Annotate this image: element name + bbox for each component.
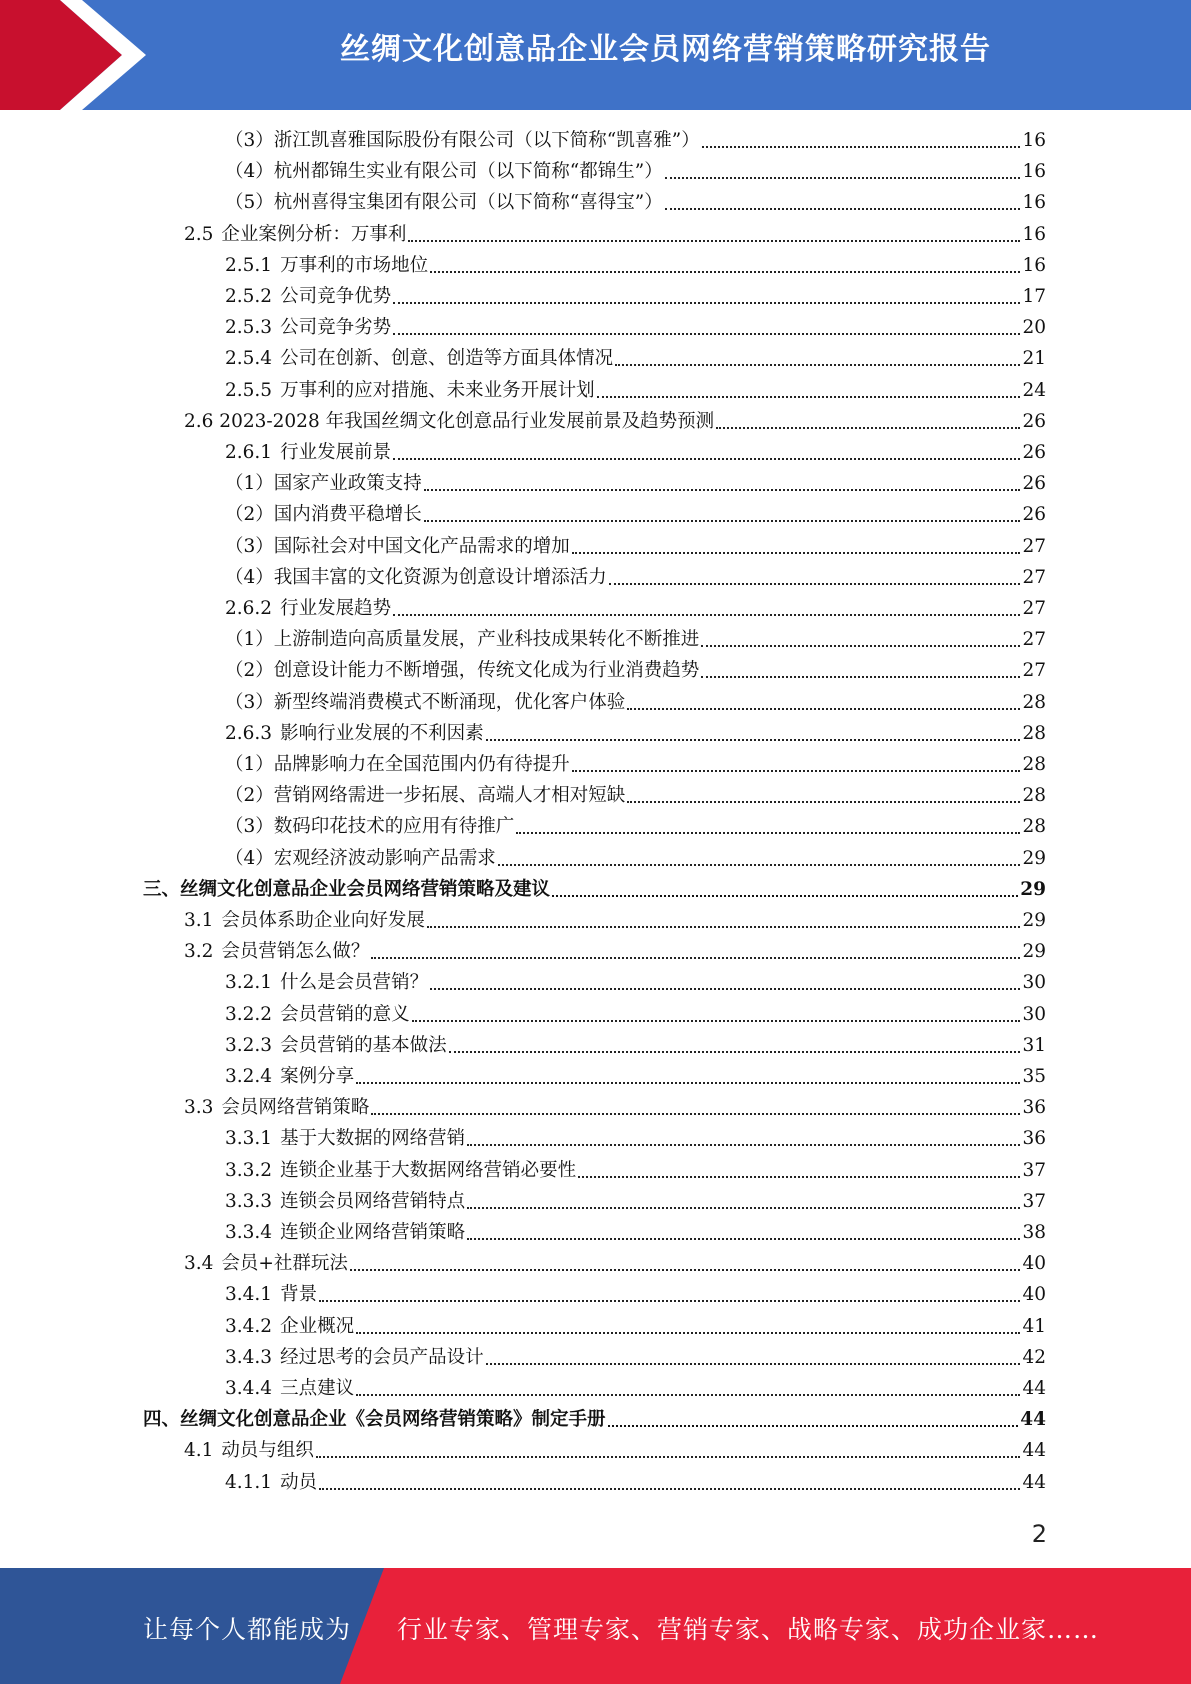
toc-entry-label: 行业发展趋势 xyxy=(280,598,392,619)
toc-entry[interactable] xyxy=(143,1407,1046,1433)
toc-entry-number: 3.3.2 xyxy=(225,1159,273,1181)
toc-dot-leader xyxy=(701,645,1020,647)
toc-entry-title xyxy=(225,846,496,872)
toc-entry-page: 27 xyxy=(1022,598,1046,619)
toc-entry-title xyxy=(225,1002,410,1028)
toc-dot-leader xyxy=(467,1238,1020,1240)
toc-entry[interactable] xyxy=(225,970,1046,996)
toc-entry-title xyxy=(225,1158,576,1184)
toc-dot-leader xyxy=(467,1207,1020,1209)
page-header xyxy=(0,0,1191,110)
toc-dot-leader xyxy=(430,271,1020,273)
toc-entry-title xyxy=(184,908,425,934)
toc-entry-page: 29 xyxy=(1020,878,1046,900)
toc-entry-title xyxy=(225,721,484,747)
toc-dot-leader xyxy=(701,676,1020,678)
toc-entry-title xyxy=(184,1438,314,1464)
toc-entry-title xyxy=(225,1314,354,1340)
toc-dot-leader xyxy=(427,926,1021,928)
toc-entry-label: 三点建议 xyxy=(280,1378,355,1399)
toc-entry-number: 2.5.4 xyxy=(225,348,273,370)
toc-entry-title xyxy=(225,315,391,341)
toc-dot-leader xyxy=(716,427,1020,429)
toc-entry-label: 影响行业发展的不利因素 xyxy=(280,722,484,744)
toc-dot-leader xyxy=(615,364,1020,366)
toc-entry[interactable] xyxy=(184,409,1046,435)
toc-entry-number: 4.1.1 xyxy=(225,1471,273,1493)
toc-entry-label: 会员营销的基本做法 xyxy=(280,1034,447,1056)
toc-dot-leader xyxy=(393,614,1020,616)
toc-entry-title xyxy=(225,1282,317,1308)
toc-entry-number: 4.1 xyxy=(184,1440,214,1462)
toc-entry[interactable] xyxy=(225,1189,1046,1215)
toc-entry[interactable] xyxy=(225,1033,1046,1059)
toc-entry-page: 36 xyxy=(1022,1097,1046,1119)
toc-dot-leader xyxy=(356,1332,1020,1334)
toc-entry-title xyxy=(225,1345,484,1371)
toc-entry-label: 连锁企业基于大数据网络营销必要性 xyxy=(280,1159,577,1181)
toc-entry-page: 28 xyxy=(1022,785,1046,807)
toc-entry-title xyxy=(225,346,613,372)
toc-entry-label: 基于大数据的网络营销 xyxy=(280,1128,466,1150)
toc-dot-leader xyxy=(552,895,1018,897)
toc-entry-page: 21 xyxy=(1022,348,1046,370)
toc-entry-page: 44 xyxy=(1022,1378,1046,1399)
toc-entry[interactable] xyxy=(225,783,1046,809)
toc-dot-leader xyxy=(486,1363,1021,1365)
toc-dot-leader xyxy=(486,739,1021,741)
toc-entry-page: 27 xyxy=(1022,629,1046,651)
footer-slogan-right: 行业专家、管理专家、营销专家、战略专家、成功企业家…… xyxy=(397,1615,1100,1644)
toc-entry-label: （2）创意设计能力不断增强，传统文化成为行业消费趋势 xyxy=(225,660,700,682)
toc-dot-leader xyxy=(350,1269,1021,1271)
toc-entry-page: 16 xyxy=(1022,223,1046,245)
toc-entry-page: 27 xyxy=(1022,535,1046,557)
toc-dot-leader xyxy=(702,146,1021,148)
toc-entry-label: 公司在创新、创意、创造等方面具体情况 xyxy=(280,348,614,370)
toc-entry-title xyxy=(225,502,422,528)
toc-entry-title xyxy=(225,1220,465,1246)
toc-entry-page: 28 xyxy=(1022,722,1046,744)
toc-entry[interactable] xyxy=(225,1470,1046,1496)
toc-dot-leader xyxy=(578,1176,1020,1178)
toc-entry-page: 37 xyxy=(1022,1159,1046,1181)
toc-entry-page: 44 xyxy=(1022,1471,1046,1493)
toc-entry-title xyxy=(225,690,625,716)
toc-entry-title xyxy=(225,565,607,591)
toc-entry-page: 27 xyxy=(1022,566,1046,588)
report-title: 丝绸文化创意品企业会员网络营销策略研究报告 xyxy=(340,32,991,67)
toc-entry-label: （1）上游制造向高质量发展，产业科技成果转化不断推进 xyxy=(225,629,700,651)
toc-entry-number: 3.4.3 xyxy=(225,1346,273,1368)
toc-entry[interactable] xyxy=(225,378,1046,404)
toc-entry[interactable] xyxy=(225,752,1046,778)
toc-dot-leader xyxy=(316,1456,1021,1458)
toc-entry-number: 3.2 xyxy=(184,941,214,963)
toc-entry-title xyxy=(225,1064,354,1090)
toc-entry-title xyxy=(184,222,406,248)
header-arrow-decoration xyxy=(0,0,200,110)
toc-entry[interactable] xyxy=(225,346,1046,372)
toc-entry-title xyxy=(225,783,625,809)
toc-entry-page: 26 xyxy=(1022,442,1046,463)
toc-entry[interactable] xyxy=(225,190,1046,216)
toc-entry-label: 什么是会员营销？ xyxy=(280,972,429,994)
toc-entry[interactable] xyxy=(225,814,1046,840)
toc-entry-number: 3.2.4 xyxy=(225,1066,273,1087)
toc-entry[interactable] xyxy=(225,658,1046,684)
toc-entry-title xyxy=(143,877,550,903)
toc-entry[interactable] xyxy=(225,690,1046,716)
toc-entry-page: 26 xyxy=(1022,473,1046,495)
toc-entry-label: 四、丝绸文化创意品企业《会员网络营销策略》制定手册 xyxy=(143,1409,606,1431)
toc-entry-number: 3.4.1 xyxy=(225,1284,273,1306)
toc-entry-page: 40 xyxy=(1022,1284,1046,1306)
toc-entry[interactable] xyxy=(225,1376,1046,1402)
toc-dot-leader xyxy=(356,1082,1020,1084)
toc-entry-title xyxy=(225,1126,465,1152)
toc-dot-leader xyxy=(393,458,1020,460)
toc-entry[interactable] xyxy=(143,877,1046,903)
toc-dot-leader xyxy=(627,708,1020,710)
toc-entry-page: 16 xyxy=(1022,161,1046,183)
toc-entry-number: 2.5.3 xyxy=(225,317,273,339)
toc-entry-title xyxy=(225,284,391,310)
toc-entry-page: 26 xyxy=(1022,504,1046,526)
toc-dot-leader xyxy=(430,988,1020,990)
toc-entry[interactable] xyxy=(184,1251,1046,1277)
toc-dot-leader xyxy=(412,1020,1021,1022)
toc-entry-label: 会员营销怎么做？ xyxy=(221,941,370,963)
toc-entry-label: 会员体系助企业向好发展 xyxy=(221,910,425,931)
toc-entry-page: 29 xyxy=(1022,941,1046,963)
toc-entry-number: 2.5.5 xyxy=(225,379,273,401)
toc-dot-leader xyxy=(424,520,1021,522)
toc-entry[interactable] xyxy=(225,1345,1046,1371)
toc-entry-title xyxy=(184,1251,348,1277)
toc-entry-label: 会员网络营销策略 xyxy=(221,1097,370,1119)
toc-entry-page: 44 xyxy=(1022,1440,1046,1462)
toc-entry[interactable] xyxy=(225,534,1046,560)
toc-entry-label: （3）新型终端消费模式不断涌现，优化客户体验 xyxy=(225,691,626,713)
toc-entry-number: 3.2.2 xyxy=(225,1003,273,1025)
toc-dot-leader xyxy=(319,1488,1020,1490)
toc-entry[interactable] xyxy=(225,565,1046,591)
toc-entry-page: 29 xyxy=(1022,847,1046,869)
toc-entry-label: （1）品牌影响力在全国范围内仍有待提升 xyxy=(225,754,570,775)
page-number: 2 xyxy=(1031,1520,1047,1548)
toc-entry-label: （2）国内消费平稳增长 xyxy=(225,504,422,526)
toc-entry[interactable] xyxy=(225,471,1046,497)
toc-entry-label: 背景 xyxy=(280,1284,318,1306)
toc-entry-number: 2.5.1 xyxy=(225,254,273,276)
toc-entry-label: 行业发展前景 xyxy=(280,442,392,463)
toc-entry-page: 29 xyxy=(1022,910,1046,931)
toc-dot-leader xyxy=(371,957,1020,959)
toc-entry-page: 40 xyxy=(1022,1253,1046,1275)
toc-entry-page: 27 xyxy=(1022,660,1046,682)
toc-entry-title xyxy=(225,471,422,497)
toc-entry-number: 3.3.4 xyxy=(225,1222,273,1243)
toc-dot-leader xyxy=(393,302,1020,304)
toc-entry-title xyxy=(225,159,663,185)
toc-entry-title xyxy=(184,939,369,965)
toc-entry-number: 2.6.2 xyxy=(225,598,273,619)
toc-entry-label: 企业案例分析：万事利 xyxy=(221,223,407,245)
toc-dot-leader xyxy=(371,1113,1020,1115)
toc-entry[interactable] xyxy=(225,596,1046,622)
toc-entry[interactable] xyxy=(225,315,1046,341)
toc-entry-page: 36 xyxy=(1022,1128,1046,1150)
toc-entry[interactable] xyxy=(225,721,1046,747)
toc-entry[interactable] xyxy=(184,1095,1046,1121)
toc-entry-title xyxy=(225,1189,465,1215)
toc-entry-title xyxy=(225,970,428,996)
toc-entry-label: （3）数码印花技术的应用有待推广 xyxy=(225,816,515,838)
toc-entry-page: 37 xyxy=(1022,1190,1046,1212)
toc-entry[interactable] xyxy=(225,1220,1046,1246)
toc-entry[interactable] xyxy=(225,1282,1046,1308)
toc-entry-title xyxy=(225,658,699,684)
toc-entry-title xyxy=(225,440,391,466)
toc-entry[interactable] xyxy=(225,846,1046,872)
toc-dot-leader xyxy=(609,583,1021,585)
toc-entry-label: 万事利的市场地位 xyxy=(280,254,429,276)
toc-entry-page: 35 xyxy=(1022,1066,1046,1087)
toc-dot-leader xyxy=(665,177,1021,179)
toc-entry-number: 3.3.3 xyxy=(225,1190,273,1212)
toc-entry[interactable] xyxy=(225,627,1046,653)
toc-entry-title xyxy=(225,534,570,560)
footer-slogan-left: 让每个人都能成为 xyxy=(143,1615,352,1644)
toc-entry-number: 3.2.1 xyxy=(225,972,273,994)
toc-entry-label: （4）杭州都锦生实业有限公司（以下简称“都锦生”） xyxy=(225,161,663,183)
toc-dot-leader xyxy=(449,1051,1021,1053)
toc-entry-page: 30 xyxy=(1022,972,1046,994)
toc-entry-number: 3.4.4 xyxy=(225,1378,273,1399)
toc-entry-page: 16 xyxy=(1022,130,1046,151)
toc-entry-label: 会员+社群玩法 xyxy=(221,1253,348,1275)
toc-entry-label: 三、丝绸文化创意品企业会员网络营销策略及建议 xyxy=(143,878,551,900)
toc-entry-number: 3.2.3 xyxy=(225,1034,273,1056)
toc-entry-page: 31 xyxy=(1022,1034,1046,1056)
toc-entry[interactable] xyxy=(225,253,1046,279)
toc-entry-number: 3.4 xyxy=(184,1253,214,1275)
toc-entry[interactable] xyxy=(225,502,1046,528)
toc-entry-page: 38 xyxy=(1022,1222,1046,1243)
toc-entry-title xyxy=(225,1033,447,1059)
toc-entry[interactable] xyxy=(225,159,1046,185)
toc-entry-page: 24 xyxy=(1022,379,1046,401)
toc-entry-page: 26 xyxy=(1022,410,1046,432)
toc-entry-title xyxy=(225,190,663,216)
toc-entry-page: 16 xyxy=(1022,192,1046,214)
toc-entry-label: （1）国家产业政策支持 xyxy=(225,473,422,495)
toc-entry-title xyxy=(225,1470,317,1496)
toc-dot-leader xyxy=(572,552,1021,554)
toc-dot-leader xyxy=(597,396,1021,398)
toc-dot-leader xyxy=(424,489,1021,491)
toc-entry-label: （5）杭州喜得宝集团有限公司（以下简称“喜得宝”） xyxy=(225,192,663,214)
toc-entry-number: 2.6.1 xyxy=(225,442,273,463)
toc-entry-title xyxy=(225,752,570,778)
toc-dot-leader xyxy=(608,1425,1019,1427)
toc-entry-label: 连锁会员网络营销特点 xyxy=(280,1190,466,1212)
toc-dot-leader xyxy=(319,1300,1020,1302)
page-footer xyxy=(0,1568,1191,1684)
toc-entry-page: 41 xyxy=(1022,1315,1046,1337)
toc-entry-label: 2.6 2023-2028 年我国丝绸文化创意品行业发展前景及趋势预测 xyxy=(184,410,715,432)
toc-entry-label: 公司竞争优势 xyxy=(280,286,392,307)
toc-entry-number: 2.6.3 xyxy=(225,722,273,744)
toc-entry-page: 28 xyxy=(1022,816,1046,838)
toc-entry-title xyxy=(225,253,428,279)
toc-dot-leader xyxy=(408,240,1020,242)
toc-entry-label: 会员营销的意义 xyxy=(280,1003,410,1025)
toc-entry-title xyxy=(225,128,700,154)
toc-entry[interactable] xyxy=(225,440,1046,466)
toc-entry-number: 3.3 xyxy=(184,1097,214,1119)
toc-entry[interactable] xyxy=(225,284,1046,310)
toc-dot-leader xyxy=(356,1394,1020,1396)
toc-entry-label: （4）我国丰富的文化资源为创意设计增添活力 xyxy=(225,566,607,588)
toc-entry-title xyxy=(184,409,714,435)
toc-entry-page: 28 xyxy=(1022,754,1046,775)
toc-entry-page: 44 xyxy=(1020,1409,1046,1431)
toc-entry[interactable] xyxy=(184,908,1046,934)
toc-entry[interactable] xyxy=(184,222,1046,248)
toc-entry[interactable] xyxy=(184,939,1046,965)
toc-entry-label: 万事利的应对措施、未来业务开展计划 xyxy=(280,379,595,401)
toc-entry-number: 3.1 xyxy=(184,910,214,931)
toc-entry-title xyxy=(225,378,595,404)
toc-entry-label: （4）宏观经济波动影响产品需求 xyxy=(225,847,496,869)
toc-entry-title xyxy=(225,814,514,840)
toc-entry-label: 连锁企业网络营销策略 xyxy=(280,1222,466,1243)
toc-entry-label: 案例分享 xyxy=(280,1066,355,1087)
toc-dot-leader xyxy=(516,832,1020,834)
toc-dot-leader xyxy=(627,801,1020,803)
toc-entry-label: 动员与组织 xyxy=(221,1440,314,1462)
toc-entry[interactable] xyxy=(225,1002,1046,1028)
toc-entry-title xyxy=(225,627,699,653)
toc-entry-number: 2.5.2 xyxy=(225,286,273,307)
toc-entry[interactable] xyxy=(225,128,1046,154)
toc-dot-leader xyxy=(467,1144,1020,1146)
toc-entry-title xyxy=(225,596,391,622)
toc-entry-number: 3.3.1 xyxy=(225,1128,273,1150)
toc-entry-page: 30 xyxy=(1022,1003,1046,1025)
toc-entry-page: 20 xyxy=(1022,317,1046,339)
toc-entry-label: 动员 xyxy=(280,1471,318,1493)
toc-entry-title xyxy=(184,1095,369,1121)
toc-dot-leader xyxy=(665,208,1021,210)
toc-entry-page: 28 xyxy=(1022,691,1046,713)
toc-dot-leader xyxy=(393,333,1020,335)
toc-entry-label: （3）浙江凯喜雅国际股份有限公司（以下简称“凯喜雅”） xyxy=(225,130,700,151)
toc-entry[interactable] xyxy=(184,1438,1046,1464)
toc-entry-number: 3.4.2 xyxy=(225,1315,273,1337)
toc-entry-page: 16 xyxy=(1022,254,1046,276)
toc-entry[interactable] xyxy=(225,1126,1046,1152)
toc-entry-label: （3）国际社会对中国文化产品需求的增加 xyxy=(225,535,570,557)
toc-entry-label: 经过思考的会员产品设计 xyxy=(280,1346,484,1368)
toc-entry[interactable] xyxy=(225,1064,1046,1090)
toc-entry-number: 2.5 xyxy=(184,223,214,245)
toc-entry-label: 企业概况 xyxy=(280,1315,355,1337)
toc-entry-title xyxy=(143,1407,606,1433)
toc-entry[interactable] xyxy=(225,1314,1046,1340)
toc-dot-leader xyxy=(572,770,1021,772)
toc-entry-page: 42 xyxy=(1022,1346,1046,1368)
toc-entry-label: （2）营销网络需进一步拓展、高端人才相对短缺 xyxy=(225,785,626,807)
toc-entry-title xyxy=(225,1376,354,1402)
toc-entry[interactable] xyxy=(225,1158,1046,1184)
toc-entry-label: 公司竞争劣势 xyxy=(280,317,392,339)
toc-entry-page: 17 xyxy=(1022,286,1046,307)
toc-dot-leader xyxy=(498,864,1021,866)
